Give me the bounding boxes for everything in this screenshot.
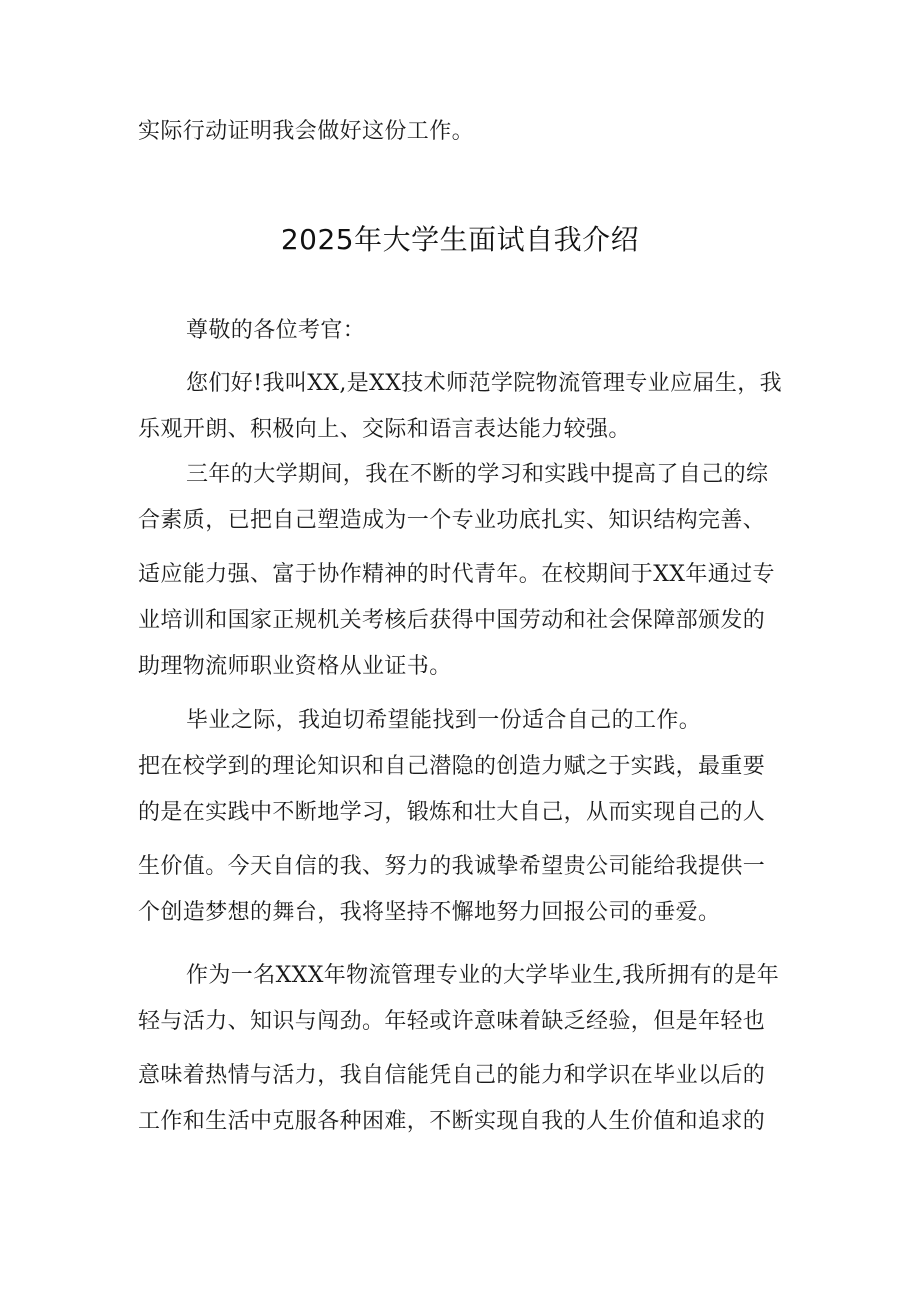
paragraph-4-line-3: 意味着热情与活力，我自信能凭自己的能力和学识在毕业以后的 xyxy=(138,1063,766,1088)
document-title: 2025年大学生面试自我介绍 xyxy=(280,223,640,256)
paragraph-3-line-2: 把在校学到的理论知识和自己潜隐的创造力赋之于实践，最重要 xyxy=(138,754,766,779)
paragraph-4-line-1: 作为一名XXX年物流管理专业的大学毕业生,我所拥有的是年 xyxy=(186,963,780,988)
carryover-line: 实际行动证明我会做好这份工作。 xyxy=(138,119,475,144)
paragraph-2-line-2: 合素质，已把自己塑造成为一个专业功底扎实、知识结构完善、 xyxy=(138,508,766,533)
paragraph-1-line-1: 您们好!我叫XX,是XX技术师范学院物流管理专业应届生，我 xyxy=(186,371,783,396)
paragraph-2-line-5: 助理物流师职业资格从业证书。 xyxy=(138,654,452,679)
paragraph-2-line-4: 业培训和国家正规机关考核后获得中国劳动和社会保障部颁发的 xyxy=(138,608,766,633)
paragraph-1-line-2: 乐观开朗、积极向上、交际和语言表达能力较强。 xyxy=(138,417,631,442)
paragraph-3-line-3: 的是在实践中不断地学习，锻炼和壮大自己，从而实现自己的人 xyxy=(138,800,766,825)
paragraph-4-line-4: 工作和生活中克服各种困难，不断实现自我的人生价值和追求的 xyxy=(138,1109,766,1134)
paragraph-2-line-1: 三年的大学期间，我在不断的学习和实践中提高了自己的综 xyxy=(186,462,769,487)
paragraph-2-line-3: 适应能力强、富于协作精神的时代青年。在校期间于XX年通过专 xyxy=(138,562,775,587)
salutation: 尊敬的各位考官： xyxy=(186,318,366,343)
paragraph-3-line-4: 生价值。今天自信的我、努力的我诚挚希望贵公司能给我提供一 xyxy=(138,854,766,879)
paragraph-3-line-1: 毕业之际，我迫切希望能找到一份适合自己的工作。 xyxy=(186,708,702,733)
paragraph-4-line-2: 轻与活力、知识与闯劲。年轻或许意味着缺乏经验，但是年轻也 xyxy=(138,1009,766,1034)
paragraph-3-line-5: 个创造梦想的舞台，我将坚持不懈地努力回报公司的垂爱。 xyxy=(138,900,721,925)
